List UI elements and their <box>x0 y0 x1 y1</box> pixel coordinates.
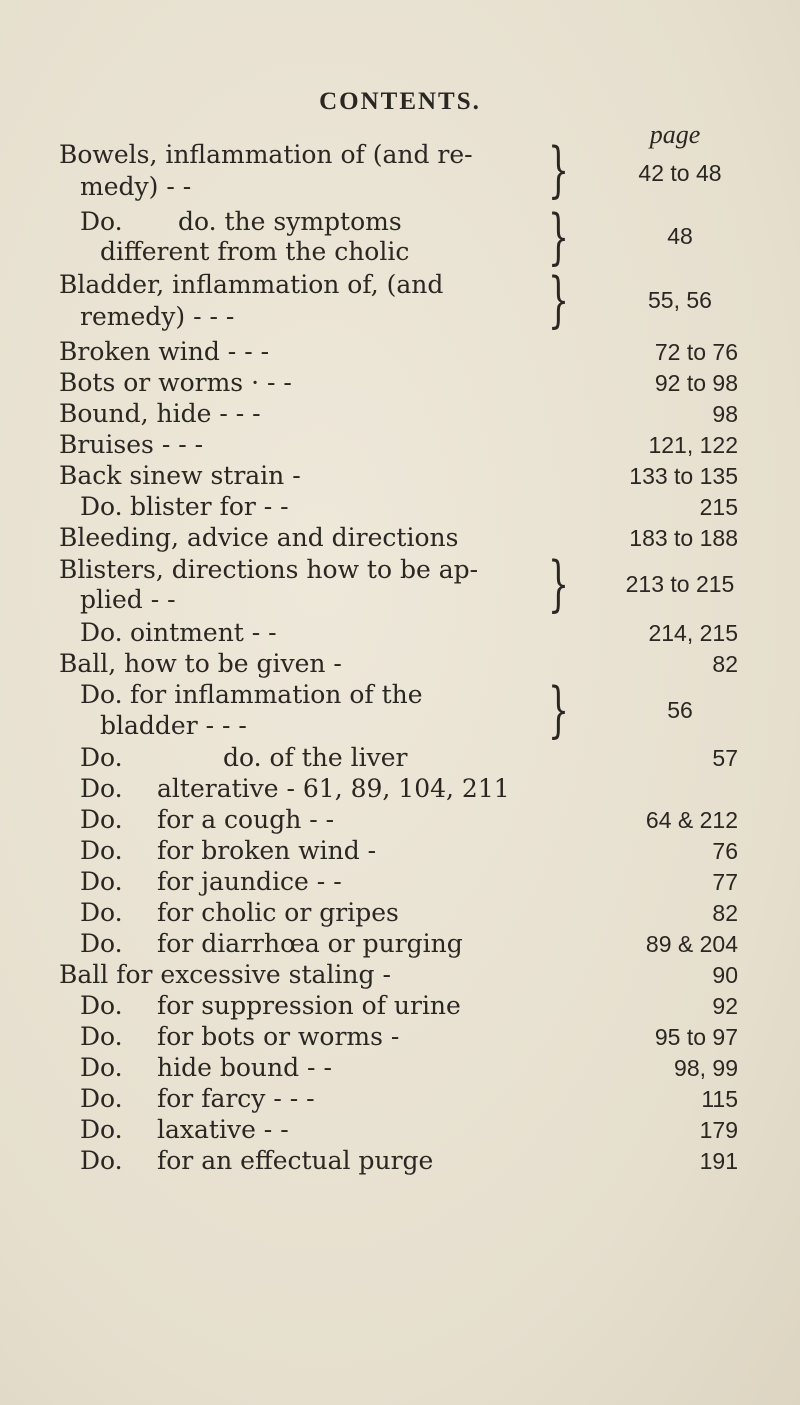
page-ref: 72 to 76 <box>654 339 738 365</box>
entry-text: for suppression of urine <box>157 991 461 1020</box>
entry-ditto: Do. <box>80 207 123 236</box>
entry-ditto: Do. <box>80 836 123 865</box>
list-item <box>0 618 800 648</box>
page-ref: 55, 56 <box>648 287 712 313</box>
brace-glyph: } <box>548 549 570 619</box>
page-ref: 115 <box>701 1086 738 1112</box>
list-item <box>0 337 800 367</box>
entry-text: for a cough - - <box>157 805 335 834</box>
entry-ditto: Do. <box>80 680 123 709</box>
brace-glyph: } <box>548 135 570 205</box>
entry-text: alterative - 61, 89, 104, 211 <box>157 774 510 803</box>
entry-text: for diarrhœa or purging <box>157 929 463 958</box>
list-item <box>0 399 800 429</box>
entry-text: remedy) - - - <box>80 302 235 331</box>
list-item <box>0 1115 800 1145</box>
entry-text: for broken wind - <box>157 836 377 865</box>
entry-text: for jaundice - - <box>157 867 342 896</box>
list-item <box>0 1022 800 1052</box>
brace-glyph: } <box>548 265 570 335</box>
page-ref: 98 <box>712 401 738 427</box>
entry-text: for farcy - - - <box>157 1084 315 1113</box>
page-ref: 121, 122 <box>648 432 738 458</box>
entry-ditto: Do. <box>80 898 123 927</box>
entry-text: do. of the liver <box>223 743 408 772</box>
entry-text: medy) - - <box>80 172 192 201</box>
page-ref: 133 to 135 <box>629 463 738 489</box>
list-item <box>0 805 800 835</box>
entry-ditto: Do. <box>80 618 123 647</box>
list-item <box>0 991 800 1021</box>
entry-text: Ball for excessive staling - <box>59 960 391 989</box>
entry-text: do. the symptoms <box>178 207 402 236</box>
entry-text: Broken wind - - - <box>59 337 270 366</box>
entry-text: different from the cholic <box>100 237 410 266</box>
list-item <box>0 960 800 990</box>
brace-glyph: } <box>548 675 570 745</box>
entry-text: for an effectual purge <box>157 1146 434 1175</box>
entry-text: Bowels, inflammation of (and re- <box>59 140 473 169</box>
entry-ditto: Do. <box>80 805 123 834</box>
page-ref: 98, 99 <box>674 1055 738 1081</box>
page-ref: 90 <box>712 962 738 988</box>
list-item <box>0 492 800 522</box>
list-item <box>0 836 800 866</box>
page-ref: 82 <box>712 651 738 677</box>
page-ref: 82 <box>712 900 738 926</box>
page-ref: 77 <box>712 869 738 895</box>
page-column-label: page <box>649 120 701 149</box>
entry-ditto: Do. <box>80 929 123 958</box>
page-ref: 76 <box>712 838 738 864</box>
list-item <box>0 523 800 553</box>
list-item <box>0 898 800 928</box>
entry-text: plied - - <box>80 585 176 614</box>
entry-text: blister for - - <box>130 492 289 521</box>
entry-ditto: Do. <box>80 1084 123 1113</box>
page-ref: 213 to 215 <box>625 571 735 597</box>
list-item <box>0 649 800 679</box>
page-ref: 183 to 188 <box>629 525 738 551</box>
entry-text: Ball, how to be given - <box>59 649 342 678</box>
list-item <box>0 368 800 398</box>
page-ref: 214, 215 <box>648 620 738 646</box>
entry-ditto: Do. <box>80 743 123 772</box>
entry-text: hide bound - - <box>157 1053 332 1082</box>
entry-text: laxative - - <box>157 1115 289 1144</box>
list-item <box>0 774 800 804</box>
list-item <box>0 430 800 460</box>
entry-text: bladder - - - <box>100 711 247 740</box>
entry-text: Back sinew strain - <box>59 461 301 490</box>
page-ref: 191 <box>699 1148 738 1174</box>
entry-ditto: Do. <box>80 1022 123 1051</box>
entry-ditto: Do. <box>80 1146 123 1175</box>
page-ref: 42 to 48 <box>638 160 722 186</box>
entry-ditto: Do. <box>80 774 123 803</box>
entry-text: ointment - - <box>130 618 277 647</box>
list-item <box>0 743 800 773</box>
page-ref: 95 to 97 <box>654 1024 738 1050</box>
list-item <box>0 1084 800 1114</box>
entry-text: Bots or worms · - - <box>59 368 292 397</box>
entry-text: Bruises - - - <box>59 430 204 459</box>
entry-text: Bleeding, advice and directions <box>59 523 459 552</box>
brace-glyph: } <box>548 202 570 272</box>
page-ref: 57 <box>712 745 738 771</box>
page-ref: 56 <box>667 697 693 723</box>
entry-ditto: Do. <box>80 1053 123 1082</box>
page-ref: 179 <box>699 1117 738 1143</box>
list-item <box>0 1146 800 1176</box>
list-item <box>0 929 800 959</box>
list-item <box>0 1053 800 1083</box>
page-ref: 92 to 98 <box>654 370 738 396</box>
entry-ditto: Do. <box>80 492 123 521</box>
page-title: CONTENTS. <box>319 88 481 115</box>
page-ref: 92 <box>712 993 738 1019</box>
page-ref: 215 <box>699 494 738 520</box>
entry-text: for bots or worms - <box>157 1022 400 1051</box>
entry-text: Bladder, inflammation of, (and <box>59 270 444 299</box>
entry-ditto: Do. <box>80 1115 123 1144</box>
page-ref: 48 <box>667 223 693 249</box>
entry-text: for cholic or gripes <box>157 898 399 927</box>
entry-text: Bound, hide - - - <box>59 399 261 428</box>
list-item <box>0 461 800 491</box>
list-item <box>0 867 800 897</box>
entry-text: Blisters, directions how to be ap- <box>59 555 479 584</box>
entry-ditto: Do. <box>80 991 123 1020</box>
page-ref: 64 & 212 <box>645 807 738 833</box>
entry-ditto: Do. <box>80 867 123 896</box>
entry-text: for inflammation of the <box>130 680 423 709</box>
page-ref: 89 & 204 <box>645 931 738 957</box>
